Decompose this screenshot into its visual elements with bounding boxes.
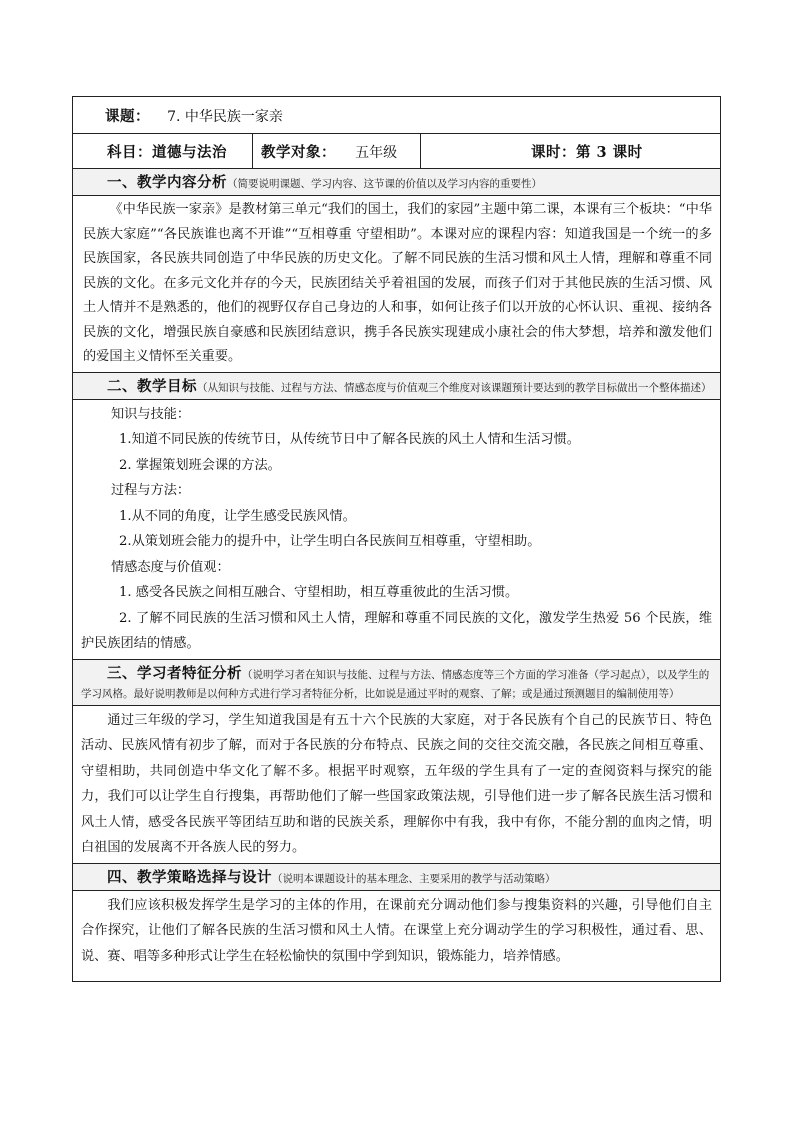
section-4-body (73, 890, 721, 982)
topic-label: 课题： (105, 107, 150, 125)
period-label: 课时：第 3 课时 (531, 143, 643, 161)
strategy-paragraph: 我们应该积极发挥学生是学习的主体的作用，在课前充分调动他们参与搜集资料的兴趣，引导他们自主合作探究，让他们了解各民族的生活习惯和风土人情。在课堂上充分调动学生的学习积极性，通过看、思、说、赛、唱等多种形式让学生在轻松愉快的氛围中学到知识，锻炼能力，培养情感。 (81, 897, 713, 964)
audience-value: 五年级 (355, 144, 398, 161)
topic-value: 7. 中华民族一家亲 (167, 108, 283, 125)
section-2-body (73, 399, 721, 659)
section-4-note: （说明本课题设计的基本理念、主要采用的教学与活动策略） (272, 872, 556, 885)
section-2-header (73, 372, 721, 399)
section-3-note: （说明学习者在知识与技能、过程与方法、情感态度等三个方面的学习准备（学习起点），以及学生的学习风格。最好说明教师是以何种方式进行学习者特征分析，比如说是通过平时的观察、了解；或是通过预测题目的编制使用等） (81, 668, 710, 700)
section-1-body (73, 196, 721, 373)
section-3-heading: 三、学习者特征分析 (107, 664, 242, 682)
audience-label: 教学对象： (261, 143, 336, 161)
lesson-plan-table (72, 96, 721, 982)
lesson-plan-page (72, 96, 720, 982)
goal-knowledge-1: 1.知道不同民族的传统节日，从传统节日中了解各民族的风土人情和生活习惯。 (119, 432, 580, 447)
goal-knowledge-2: 2. 掌握策划班会课的方法。 (119, 457, 281, 473)
goal-emotion-2: 2. 了解不同民族的生活习惯和风土人情，理解和尊重不同民族的文化，激发学生热爱 56 个民族，维护民族团结的情感。 (81, 610, 713, 651)
goal-process-title: 过程与方法： (111, 483, 191, 498)
goal-emotion-title: 情感态度与价值观： (111, 559, 230, 575)
section-2-heading: 二、教学目标 (107, 377, 197, 395)
section-2-note: （从知识与技能、过程与方法、情感态度与价值观三个维度对该课题预计要达到的教学目标做出一个整体描述） (197, 381, 712, 394)
section-1-note: （简要说明课题、学习内容、这节课的价值以及学习内容的重要性） (227, 178, 542, 190)
goal-knowledge-title: 知识与技能： (111, 406, 191, 422)
topic-row (73, 97, 721, 134)
goal-process-2: 2.从策划班会能力的提升中，让学生明白各民族间互相尊重，守望相助。 (119, 534, 541, 549)
section-3-body (73, 705, 721, 863)
content-analysis-paragraph: 《中华民族一家亲》是教材第三单元“我们的国土，我们的家园”主题中第二课，本课有三个板块：“中华民族大家庭”“各民族谁也离不开谁”“互相尊重 守望相助”。本课对应的课程内容：知道我国是一个统一的多民族国家，各民族共同创造了中华民族的历史文化。了解不同民族的生活习惯和风土人情，理解和尊重不同民族的文化。在多元文化并存的今天，民族团结关乎着祖国的发展，而孩子们对于其他民族的生活习惯、风土人情并不是熟悉的，他们的视野仅存自己身边的人和事，如何让孩子们以开放的心怀认识、重视、接纳各民族的文化，增强民族自豪感和民族团结意识，携手各民族实现建成小康社会的伟大梦想，培养和激发他们的爱国主义情怀至关重要。 (83, 202, 713, 364)
learner-analysis-paragraph: 通过三年级的学习，学生知道我国是有五十六个民族的大家庭，对于各民族有个自己的民族节日、特色活动、民族风情有初步了解，而对于各民族的分布特点、民族之间的交往交流交融，各民族之间相互尊重、守望相助，共同创造中华文化了解不多。根据平时观察，五年级的学生具有了一定的查阅资料与探究的能力，我们可以让学生自行搜集，再帮助他们了解一些国家政策法规，引导他们进一步了解各民族生活习惯和风土人情，感受各民族平等团结互助和谐的民族关系，理解你中有我，我中有你，不能分割的血肉之情，明白祖国的发展离不开各族人民的努力。 (81, 712, 713, 855)
goal-process-1: 1.从不同的角度，让学生感受民族风情。 (119, 508, 356, 524)
section-1-header (73, 169, 721, 196)
section-4-header (73, 863, 721, 890)
goal-emotion-1: 1. 感受各民族之间相互融合、守望相助，相互尊重彼此的生活习惯。 (119, 585, 519, 600)
meta-row (73, 134, 721, 169)
section-1-heading: 一、教学内容分析 (107, 174, 227, 191)
section-4-heading: 四、教学策略选择与设计 (107, 868, 272, 886)
section-3-header (73, 659, 721, 705)
subject-label: 科目：道德与法治 (107, 143, 227, 161)
